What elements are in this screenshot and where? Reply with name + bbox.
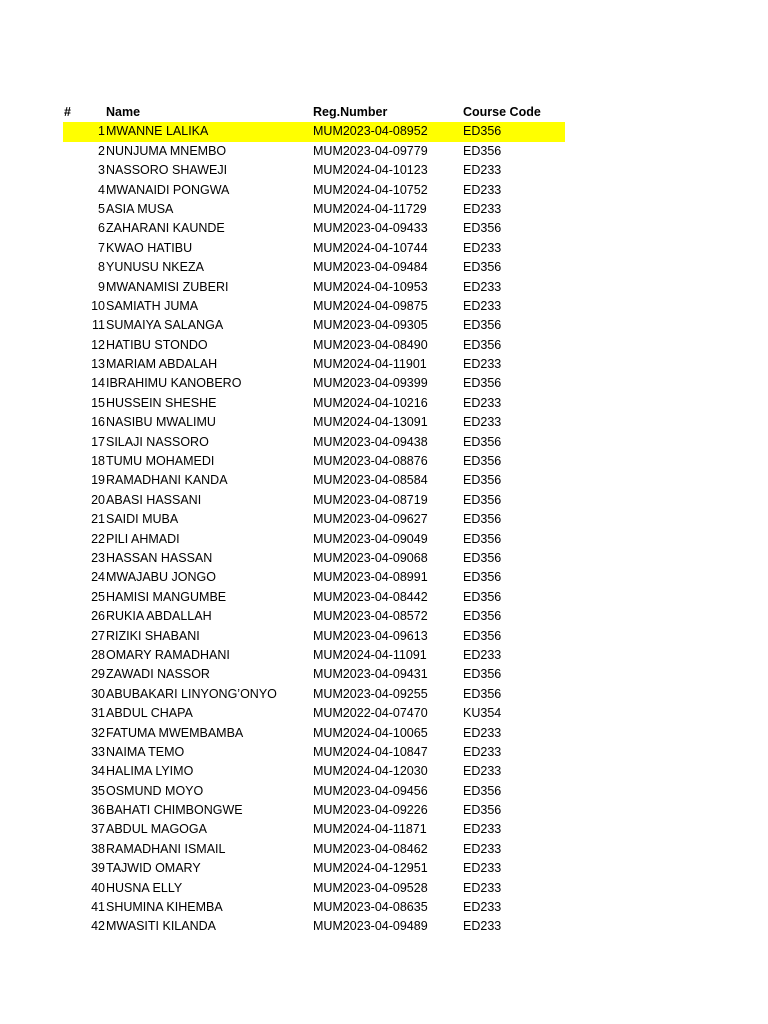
table-row[interactable] — [63, 782, 565, 801]
course-code: ED356 — [463, 124, 502, 139]
student-name: MARIAM ABDALAH — [106, 357, 218, 372]
course-code: ED233 — [463, 201, 502, 216]
table-body — [63, 122, 565, 936]
table-row[interactable] — [63, 762, 565, 781]
table-row[interactable] — [63, 627, 565, 646]
reg-number: MUM2023-04-09528 — [313, 880, 428, 895]
row-number: 20 — [91, 492, 105, 507]
row-number: 36 — [91, 803, 105, 818]
reg-number: MUM2024-04-12030 — [313, 764, 428, 779]
course-code: ED233 — [463, 880, 502, 895]
table-row[interactable] — [63, 374, 565, 393]
course-code: ED233 — [463, 861, 502, 876]
course-code: ED233 — [463, 182, 502, 197]
course-code: ED356 — [463, 589, 502, 604]
student-name: HALIMA LYIMO — [106, 764, 194, 779]
reg-number: MUM2023-04-09049 — [313, 531, 428, 546]
course-code: ED233 — [463, 919, 502, 934]
student-name: NUNJUMA MNEMBO — [106, 143, 227, 158]
table-row[interactable] — [63, 724, 565, 743]
student-table — [63, 103, 565, 937]
row-number: 1 — [98, 124, 105, 139]
student-name: TUMU MOHAMEDI — [106, 454, 215, 469]
table-row[interactable] — [63, 510, 565, 529]
row-number: 2 — [98, 143, 105, 158]
reg-number: MUM2023-04-09613 — [313, 628, 428, 643]
row-number: 30 — [91, 686, 105, 701]
table-row[interactable] — [63, 491, 565, 510]
row-number: 32 — [91, 725, 105, 740]
reg-number: MUM2024-04-10216 — [313, 395, 428, 410]
student-name: NASSORO SHAWEJI — [106, 163, 228, 178]
row-number: 37 — [91, 822, 105, 837]
row-number: 29 — [91, 667, 105, 682]
course-code: ED356 — [463, 550, 502, 565]
course-code: ED233 — [463, 725, 502, 740]
course-code: ED356 — [463, 512, 502, 527]
row-number: 10 — [91, 298, 105, 313]
reg-number: MUM2023-04-08876 — [313, 454, 428, 469]
header-number: # — [64, 105, 71, 119]
student-name: YUNUSU NKEZA — [106, 260, 204, 275]
table-row[interactable] — [63, 355, 565, 374]
row-number: 4 — [98, 182, 105, 197]
table-row[interactable] — [63, 161, 565, 180]
course-code: ED356 — [463, 434, 502, 449]
course-code: ED233 — [463, 764, 502, 779]
course-code: ED356 — [463, 492, 502, 507]
reg-number: MUM2023-04-08991 — [313, 570, 428, 585]
table-row[interactable] — [63, 394, 565, 413]
reg-number: MUM2023-04-08572 — [313, 609, 428, 624]
reg-number: MUM2024-04-10065 — [313, 725, 428, 740]
reg-number: MUM2024-04-11871 — [313, 822, 427, 837]
table-row-highlighted[interactable] — [63, 122, 565, 141]
row-number: 16 — [91, 415, 105, 430]
reg-number: MUM2024-04-10953 — [313, 279, 428, 294]
student-name: ZAWADI NASSOR — [106, 667, 210, 682]
reg-number: MUM2022-04-07470 — [313, 706, 428, 721]
course-code: ED233 — [463, 279, 502, 294]
student-name: MWANAIDI PONGWA — [106, 182, 230, 197]
table-row[interactable] — [63, 200, 565, 219]
reg-number: MUM2023-04-08584 — [313, 473, 428, 488]
student-name: SAMIATH JUMA — [106, 298, 199, 313]
table-row[interactable] — [63, 452, 565, 471]
header-reg-number: Reg.Number — [313, 105, 388, 119]
course-code: ED356 — [463, 667, 502, 682]
reg-number: MUM2023-04-09255 — [313, 686, 428, 701]
header-name: Name — [106, 105, 141, 119]
reg-number: MUM2023-04-09489 — [313, 919, 428, 934]
reg-number: MUM2024-04-13091 — [313, 415, 428, 430]
reg-number: MUM2023-04-08952 — [313, 124, 428, 139]
table-row[interactable] — [63, 879, 565, 898]
table-row[interactable] — [63, 219, 565, 238]
table-row[interactable] — [63, 239, 565, 258]
row-number: 13 — [91, 357, 105, 372]
row-number: 33 — [91, 744, 105, 759]
reg-number: MUM2023-04-09456 — [313, 783, 428, 798]
course-code: ED356 — [463, 376, 502, 391]
reg-number: MUM2024-04-11091 — [313, 647, 427, 662]
student-name: HUSSEIN SHESHE — [106, 395, 217, 410]
student-name: BAHATI CHIMBONGWE — [106, 803, 243, 818]
reg-number: MUM2024-04-11901 — [313, 357, 427, 372]
student-name: MWAJABU JONGO — [106, 570, 216, 585]
course-code: ED356 — [463, 221, 502, 236]
course-code: ED233 — [463, 395, 502, 410]
student-name: ABUBAKARI LINYONG’ONYO — [106, 686, 277, 701]
student-name: ZAHARANI KAUNDE — [106, 221, 225, 236]
reg-number: MUM2023-04-09226 — [313, 803, 428, 818]
table-row[interactable] — [63, 704, 565, 723]
row-number: 26 — [91, 609, 105, 624]
row-number: 38 — [91, 841, 105, 856]
student-name: MWASITI KILANDA — [106, 919, 216, 934]
student-name: SAIDI MUBA — [106, 512, 179, 527]
reg-number: MUM2023-04-09438 — [313, 434, 428, 449]
student-name: IBRAHIMU KANOBERO — [106, 376, 242, 391]
table-row[interactable] — [63, 413, 565, 432]
course-code: ED233 — [463, 240, 502, 255]
row-number: 11 — [92, 318, 105, 333]
course-code: ED356 — [463, 609, 502, 624]
course-code: ED356 — [463, 454, 502, 469]
table-row[interactable] — [63, 840, 565, 859]
student-name: PILI AHMADI — [106, 531, 180, 546]
student-name: ABASI HASSANI — [106, 492, 202, 507]
table-row[interactable] — [63, 258, 565, 277]
row-number: 15 — [91, 395, 105, 410]
course-code: ED233 — [463, 822, 502, 837]
student-name: HUSNA ELLY — [106, 880, 183, 895]
row-number: 25 — [91, 589, 105, 604]
row-number: 18 — [91, 454, 105, 469]
row-number: 6 — [98, 221, 105, 236]
course-code: ED356 — [463, 260, 502, 275]
student-name: MWANAMISI ZUBERI — [106, 279, 229, 294]
course-code: ED233 — [463, 163, 502, 178]
table-row[interactable] — [63, 820, 565, 839]
course-code: ED356 — [463, 473, 502, 488]
student-name: SUMAIYA SALANGA — [106, 318, 224, 333]
header-course-code: Course Code — [463, 105, 541, 119]
student-name: MWANNE LALIKA — [106, 124, 209, 139]
reg-number: MUM2023-04-09431 — [313, 667, 428, 682]
table-row[interactable] — [63, 665, 565, 684]
table-row[interactable] — [63, 588, 565, 607]
table-header-row — [63, 103, 565, 122]
table-row[interactable] — [63, 278, 565, 297]
reg-number: MUM2023-04-09305 — [313, 318, 428, 333]
course-code: ED356 — [463, 337, 502, 352]
row-number: 7 — [98, 240, 105, 255]
reg-number: MUM2023-04-08462 — [313, 841, 428, 856]
reg-number: MUM2024-04-10123 — [313, 163, 428, 178]
row-number: 9 — [98, 279, 105, 294]
student-name: RIZIKI SHABANI — [106, 628, 200, 643]
student-name: OMARY RAMADHANI — [106, 647, 230, 662]
course-code: ED356 — [463, 803, 502, 818]
student-name: RAMADHANI KANDA — [106, 473, 228, 488]
course-code: ED233 — [463, 744, 502, 759]
course-code: ED356 — [463, 143, 502, 158]
student-name: SHUMINA KIHEMBA — [106, 900, 223, 915]
reg-number: MUM2023-04-09068 — [313, 550, 428, 565]
course-code: ED356 — [463, 570, 502, 585]
reg-number: MUM2024-04-10752 — [313, 182, 428, 197]
row-number: 17 — [91, 434, 105, 449]
reg-number: MUM2023-04-09779 — [313, 143, 428, 158]
table-row[interactable] — [63, 433, 565, 452]
student-name: HATIBU STONDO — [106, 337, 208, 352]
reg-number: MUM2023-04-08719 — [313, 492, 428, 507]
student-name: SILAJI NASSORO — [106, 434, 209, 449]
table-row[interactable] — [63, 568, 565, 587]
row-number: 23 — [91, 550, 105, 565]
row-number: 22 — [91, 531, 105, 546]
table-row[interactable] — [63, 530, 565, 549]
table-row[interactable] — [63, 859, 565, 878]
reg-number: MUM2024-04-12951 — [313, 861, 428, 876]
table-row[interactable] — [63, 142, 565, 161]
row-number: 12 — [91, 337, 105, 352]
student-name: ABDUL MAGOGA — [106, 822, 207, 837]
course-code: ED233 — [463, 357, 502, 372]
table-row[interactable] — [63, 743, 565, 762]
student-name: NAIMA TEMO — [106, 744, 185, 759]
row-number: 35 — [91, 783, 105, 798]
row-number: 21 — [91, 512, 105, 527]
student-name: RUKIA ABDALLAH — [106, 609, 212, 624]
course-code: ED233 — [463, 298, 502, 313]
table-row[interactable] — [63, 917, 565, 936]
table-row[interactable] — [63, 297, 565, 316]
table-row[interactable] — [63, 898, 565, 917]
row-number: 42 — [91, 919, 105, 934]
reg-number: MUM2023-04-08490 — [313, 337, 428, 352]
row-number: 27 — [91, 628, 105, 643]
reg-number: MUM2023-04-08635 — [313, 900, 428, 915]
row-number: 24 — [91, 570, 105, 585]
course-code: ED233 — [463, 841, 502, 856]
row-number: 8 — [98, 260, 105, 275]
reg-number: MUM2023-04-09627 — [313, 512, 428, 527]
table-row[interactable] — [63, 316, 565, 335]
table-row[interactable] — [63, 336, 565, 355]
course-code: ED356 — [463, 628, 502, 643]
student-name: FATUMA MWEMBAMBA — [106, 725, 244, 740]
course-code: ED233 — [463, 900, 502, 915]
row-number: 19 — [91, 473, 105, 488]
reg-number: MUM2023-04-09433 — [313, 221, 428, 236]
student-name: KWAO HATIBU — [106, 240, 193, 255]
reg-number: MUM2023-04-08442 — [313, 589, 428, 604]
student-name: ASIA MUSA — [106, 201, 174, 216]
table-row[interactable] — [63, 471, 565, 490]
reg-number: MUM2024-04-10847 — [313, 744, 428, 759]
course-code: ED356 — [463, 783, 502, 798]
course-code: ED233 — [463, 415, 502, 430]
reg-number: MUM2024-04-11729 — [313, 201, 427, 216]
course-code: KU354 — [463, 706, 502, 721]
reg-number: MUM2024-04-09875 — [313, 298, 428, 313]
row-number: 34 — [91, 764, 105, 779]
row-number: 39 — [91, 861, 105, 876]
reg-number: MUM2023-04-09484 — [313, 260, 428, 275]
row-number: 5 — [98, 201, 105, 216]
reg-number: MUM2023-04-09399 — [313, 376, 428, 391]
row-number: 41 — [91, 900, 105, 915]
reg-number: MUM2024-04-10744 — [313, 240, 428, 255]
row-number: 40 — [91, 880, 105, 895]
student-name: TAJWID OMARY — [106, 861, 201, 876]
table-row[interactable] — [63, 181, 565, 200]
row-number: 28 — [91, 647, 105, 662]
table-row[interactable] — [63, 646, 565, 665]
table-row[interactable] — [63, 801, 565, 820]
student-name: RAMADHANI ISMAIL — [106, 841, 226, 856]
row-number: 31 — [91, 706, 105, 721]
table-row[interactable] — [63, 549, 565, 568]
student-name: OSMUND MOYO — [106, 783, 204, 798]
student-name: ABDUL CHAPA — [106, 706, 193, 721]
table-row[interactable] — [63, 685, 565, 704]
student-name: NASIBU MWALIMU — [106, 415, 216, 430]
row-number: 14 — [91, 376, 105, 391]
student-name: HAMISI MANGUMBE — [106, 589, 227, 604]
row-number: 3 — [98, 163, 105, 178]
table-row[interactable] — [63, 607, 565, 626]
course-code: ED356 — [463, 686, 502, 701]
student-name: HASSAN HASSAN — [106, 550, 213, 565]
course-code: ED233 — [463, 647, 502, 662]
course-code: ED356 — [463, 318, 502, 333]
course-code: ED356 — [463, 531, 502, 546]
